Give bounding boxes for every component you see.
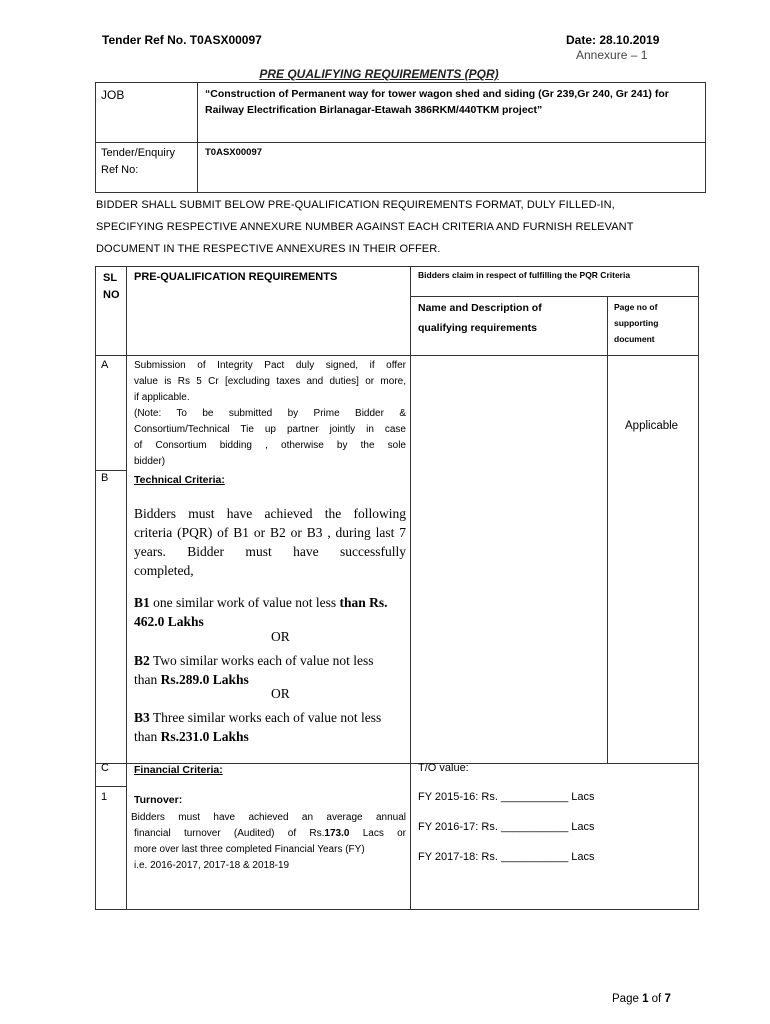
b3-than: than — [134, 729, 161, 744]
row-a-line: value is Rs 5 Cr [excluding taxes and duties] or more, — [134, 376, 406, 387]
b2-value: Rs.289.0 Lakhs — [160, 672, 249, 687]
page-of: of — [648, 993, 665, 1005]
col-name-line-2: qualifying requirements — [418, 322, 538, 334]
b3-value: Rs.231.0 Lakhs — [160, 729, 249, 744]
b2-text: Two similar works each of value not less — [149, 653, 374, 668]
tender-enquiry-label — [101, 145, 193, 179]
col-page-line-2: supporting — [614, 318, 659, 328]
technical-intro-line: Bidders must have achieved the following — [134, 506, 406, 521]
b3-label: B3 — [134, 710, 150, 725]
col-requirements-header: PRE-QUALIFICATION REQUIREMENTS — [134, 271, 338, 283]
row-a-sl: A — [101, 359, 109, 371]
b1-value: 462.0 Lakhs — [134, 614, 204, 629]
tender-label-line-2: Ref No: — [101, 164, 139, 176]
page-prefix: Page — [612, 993, 643, 1005]
b3-text: Three similar works each of value not less — [149, 710, 382, 725]
row-b-sl: B — [101, 472, 109, 484]
page-title-text: PRE QUALIFYING REQUIREMENTS (PQR) — [259, 67, 499, 81]
turnover-line: more over last three completed Financial Years (FY) — [134, 844, 365, 855]
row-a-line: Consortium/Technical Tie up partner jointly in case — [134, 424, 406, 435]
fy-2015-16-field[interactable]: FY 2015-16: Rs. ___________ Lacs — [418, 791, 595, 803]
table-divider-row-a — [95, 470, 127, 471]
technical-intro-line: years. Bidder must have successfully — [134, 544, 406, 559]
b2-than: than — [134, 672, 161, 687]
or-separator: OR — [271, 686, 290, 701]
criteria-b1 — [134, 593, 406, 631]
b2-label: B2 — [134, 653, 150, 668]
table-divider-sl — [126, 266, 127, 910]
col-name-line-1: Name and Description of — [418, 302, 542, 314]
row-a-text — [134, 358, 406, 470]
job-table-row-divider — [95, 142, 706, 143]
job-description: “Construction of Permanent way for tower wagon shed and siding (Gr 239,Gr 240, Gr 241) for Railway Electrification Birlanagar-Etawah 386RKM/440TKM project” — [205, 88, 669, 116]
technical-intro-line: completed, — [134, 563, 194, 578]
financial-criteria-heading: Financial Criteria: — [134, 764, 223, 776]
row-a-line: of Consortium bidding , otherwise by the sole — [134, 440, 406, 451]
row-a-line: bidder) — [134, 456, 166, 467]
col-page-line-3: document — [614, 334, 655, 344]
turnover-heading: Turnover: — [134, 794, 183, 806]
row-a-line: (Note: To be submitted by Prime Bidder & — [134, 408, 406, 419]
col-sl-header — [103, 270, 120, 304]
row-a-line: if applicable. — [134, 392, 190, 403]
row-a-line: Submission of Integrity Pact duly signed, if offer — [134, 360, 406, 371]
table-divider-row-c — [95, 786, 127, 787]
tender-label-line-1: Tender/Enquiry — [101, 147, 175, 159]
turnover-line: Bidders must have achieved an average annual — [131, 812, 406, 823]
col-page-line-1: Page no of — [614, 302, 658, 312]
technical-intro-line: criteria (PQR) of B1 or B2 or B3 , during last 7 — [134, 525, 406, 540]
turnover-amount: 173.0 — [324, 828, 350, 839]
b1-text: one similar work of value not less — [149, 595, 340, 610]
turnover-line-suffix: Lacs or — [349, 828, 407, 839]
criteria-b3 — [134, 708, 406, 746]
table-divider-header — [95, 355, 699, 356]
criteria-b2 — [134, 651, 406, 689]
col-page-header — [614, 299, 658, 347]
page-current: 1 — [642, 993, 649, 1005]
page-number — [612, 993, 671, 1005]
instructions-line: BIDDER SHALL SUBMIT BELOW PRE-QUALIFICATION REQUIREMENTS FORMAT, DULY FILLED-IN, — [96, 199, 615, 211]
instructions-block — [96, 194, 711, 260]
annexure-label: Annexure – 1 — [576, 48, 648, 62]
tender-ref-header: Tender Ref No. T0ASX00097 — [102, 33, 262, 47]
job-table-divider — [197, 82, 198, 193]
instructions-line: SPECIFYING RESPECTIVE ANNEXURE NUMBER AGAINST EACH CRITERIA AND FURNISH RELEVANT — [96, 221, 634, 233]
technical-criteria-intro — [134, 504, 406, 580]
b1-than: than Rs. — [339, 595, 388, 610]
job-label: JOB — [101, 88, 125, 102]
col-sl-line-2: NO — [103, 289, 120, 301]
tender-number: T0ASX00097 — [205, 147, 263, 158]
instructions-line: DOCUMENT IN THE RESPECTIVE ANNEXURES IN THEIR OFFER. — [96, 243, 441, 255]
table-divider-page — [607, 296, 608, 764]
turnover-text — [131, 810, 406, 874]
col-sl-line-1: SL — [103, 272, 118, 284]
fy-2017-18-field[interactable]: FY 2017-18: Rs. ___________ Lacs — [418, 851, 595, 863]
to-value-label: T/O value: — [418, 762, 469, 774]
row-c-sl: C — [101, 762, 109, 774]
turnover-line: i.e. 2016-2017, 2017-18 & 2018-19 — [134, 860, 290, 871]
table-divider-req — [410, 266, 411, 910]
table-divider-claim-header — [410, 296, 699, 297]
row-a-applicable: Applicable — [625, 420, 679, 432]
col-claim-header: Bidders claim in respect of fulfilling the PQR Criteria — [418, 270, 631, 280]
turnover-line-prefix: financial turnover (Audited) of Rs. — [134, 828, 325, 839]
or-separator: OR — [271, 629, 290, 644]
page-total: 7 — [664, 993, 671, 1005]
col-name-header — [418, 298, 542, 338]
fy-2016-17-field[interactable]: FY 2016-17: Rs. ___________ Lacs — [418, 821, 595, 833]
technical-criteria-heading: Technical Criteria: — [134, 474, 225, 486]
b1-label: B1 — [134, 595, 150, 610]
page-title — [0, 67, 770, 81]
row-1-sl: 1 — [101, 791, 108, 803]
date-header: Date: 28.10.2019 — [566, 33, 660, 47]
